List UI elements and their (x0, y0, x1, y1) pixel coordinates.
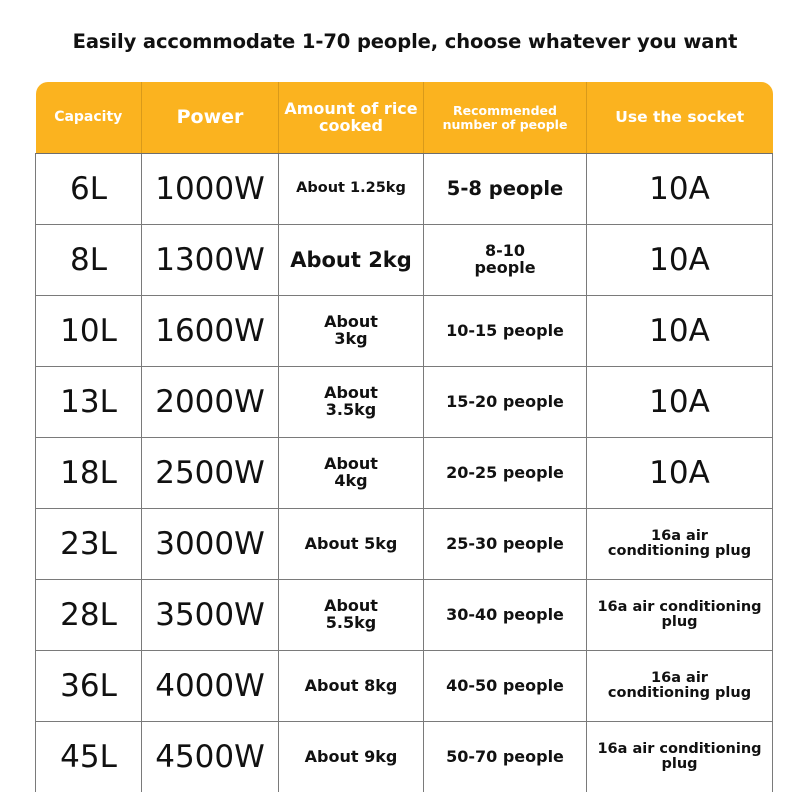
rice-cell (279, 367, 424, 438)
socket-cell: 10A (587, 296, 773, 367)
rice-cell (279, 438, 424, 509)
socket-cell-text: 16a air conditioning plug (607, 527, 752, 559)
capacity-cell: 6L (36, 154, 142, 225)
socket-cell (587, 580, 773, 651)
power-cell: 4000W (142, 651, 279, 722)
header-recommended-people: Recommended number of people (424, 82, 587, 154)
capacity-cell: 23L (36, 509, 142, 580)
power-cell: 1600W (142, 296, 279, 367)
power-cell: 3000W (142, 509, 279, 580)
table-header-row (36, 82, 773, 154)
socket-cell-text: 16a air conditioning plug (597, 598, 762, 630)
people-cell: 20-25 people (424, 438, 587, 509)
capacity-cell: 18L (36, 438, 142, 509)
table-row (36, 367, 773, 438)
header-socket: Use the socket (587, 82, 773, 154)
table-row (36, 438, 773, 509)
socket-cell-text: 16a air conditioning plug (597, 740, 762, 772)
socket-cell (587, 722, 773, 793)
rice-cell: About 8kg (279, 651, 424, 722)
power-cell: 4500W (142, 722, 279, 793)
rice-cell: About 5kg (279, 509, 424, 580)
rice-cell: About 9kg (279, 722, 424, 793)
rice-cell: About 2kg (279, 225, 424, 296)
table-row (36, 296, 773, 367)
power-cell: 2000W (142, 367, 279, 438)
capacity-cell: 10L (36, 296, 142, 367)
socket-cell: 10A (587, 154, 773, 225)
socket-cell: 10A (587, 367, 773, 438)
people-cell: 15-20 people (424, 367, 587, 438)
rice-cell (279, 296, 424, 367)
table-row (36, 225, 773, 296)
people-cell: 30-40 people (424, 580, 587, 651)
spec-table (35, 82, 773, 792)
capacity-cell: 28L (36, 580, 142, 651)
rice-cell-text: About 4kg (324, 454, 378, 490)
socket-cell: 10A (587, 438, 773, 509)
people-cell (424, 225, 587, 296)
people-cell: 5-8 people (424, 154, 587, 225)
power-cell: 1300W (142, 225, 279, 296)
table-row (36, 580, 773, 651)
rice-cell: About 1.25kg (279, 154, 424, 225)
header-power: Power (142, 82, 279, 154)
table-row (36, 509, 773, 580)
people-cell: 50-70 people (424, 722, 587, 793)
table-row (36, 651, 773, 722)
socket-cell (587, 509, 773, 580)
rice-cell-text: About 3.5kg (324, 383, 378, 419)
table-row (36, 154, 773, 225)
capacity-cell: 8L (36, 225, 142, 296)
rice-cell-text: About 5.5kg (324, 596, 378, 632)
people-cell: 40-50 people (424, 651, 587, 722)
power-cell: 1000W (142, 154, 279, 225)
page-title: Easily accommodate 1-70 people, choose whatever you want (72, 30, 738, 53)
people-cell: 10-15 people (424, 296, 587, 367)
power-cell: 3500W (142, 580, 279, 651)
rice-cell (279, 580, 424, 651)
capacity-cell: 45L (36, 722, 142, 793)
power-cell: 2500W (142, 438, 279, 509)
capacity-cell: 36L (36, 651, 142, 722)
socket-cell-text: 16a air conditioning plug (607, 669, 752, 701)
capacity-cell: 13L (36, 367, 142, 438)
spec-table-container (35, 82, 772, 790)
table-row (36, 722, 773, 793)
socket-cell (587, 651, 773, 722)
socket-cell: 10A (587, 225, 773, 296)
people-cell-text: 8-10 people (474, 241, 536, 277)
people-cell: 25-30 people (424, 509, 587, 580)
rice-cell-text: About 3kg (324, 312, 378, 348)
header-rice-amount: Amount of rice cooked (279, 82, 424, 154)
header-capacity: Capacity (36, 82, 142, 154)
